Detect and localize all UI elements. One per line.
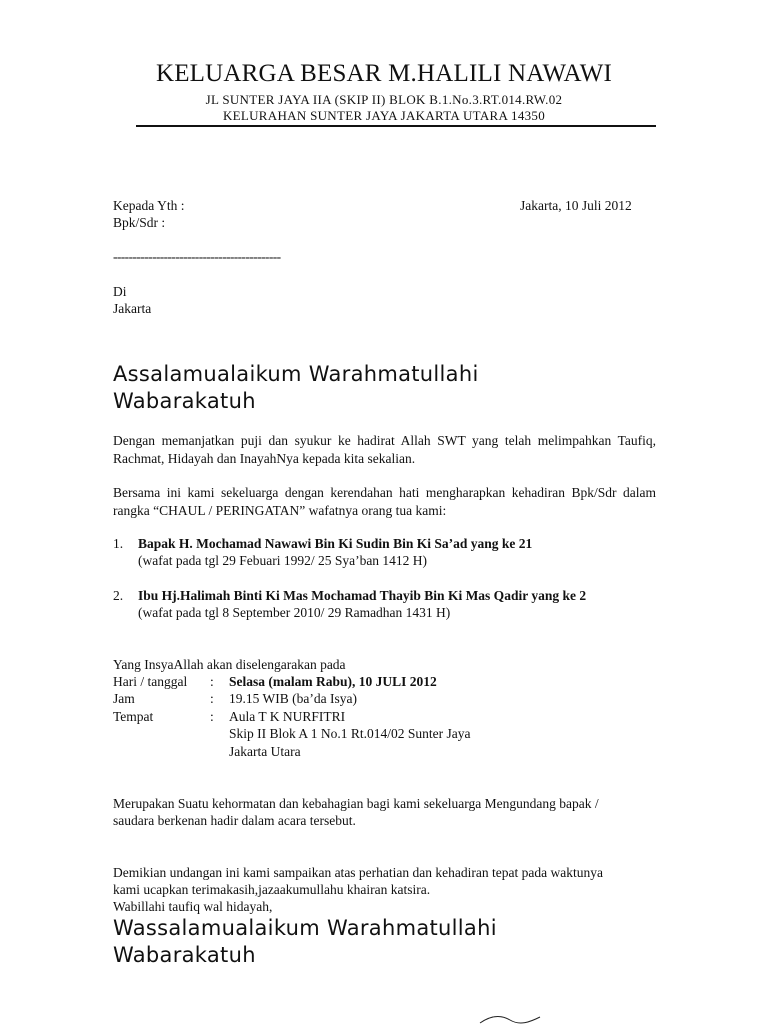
greeting-line2: Wabarakatuh	[113, 389, 256, 413]
recipient-at: Di	[113, 284, 127, 299]
greeting-line1: Assalamualaikum Warahmatullahi	[113, 362, 479, 386]
letterhead-address-line2: KELURAHAN SUNTER JAYA JAKARTA UTARA 14350	[222, 108, 546, 123]
event-time-label: Jam	[113, 691, 135, 706]
event-date-label: Hari / tanggal	[113, 674, 188, 689]
event-time-value: 19.15 WIB (ba’da Isya)	[229, 691, 357, 706]
event-place-line3: Jakarta Utara	[229, 744, 301, 759]
event-place-line2: Skip II Blok A 1 No.1 Rt.014/02 Sunter Jaya	[229, 726, 471, 741]
place-date: Jakarta, 10 Juli 2012	[520, 198, 632, 213]
event-date-value: Selasa (malam Rabu), 10 JULI 2012	[229, 674, 437, 689]
recipient-name: Bpk/Sdr :	[113, 215, 166, 230]
recipient-city: Jakarta	[113, 301, 152, 316]
farewell-line1: Wassalamualaikum Warahmatullahi	[113, 916, 497, 940]
letterhead-divider	[136, 125, 656, 127]
letterhead-title: KELUARGA BESAR M.HALILI NAWAWI	[155, 60, 613, 87]
event-place-colon: :	[210, 709, 214, 724]
event-date-colon: :	[210, 674, 214, 689]
list-item-1-number: 1.	[113, 536, 124, 551]
list-item-1-detail: (wafat pada tgl 29 Febuari 1992/ 25 Sya’ban 1412 H)	[138, 553, 428, 568]
farewell-line2: Wabarakatuh	[113, 943, 256, 967]
closing-paragraph-2-line3: Wabillahi taufiq wal hidayah,	[113, 899, 273, 914]
list-item-2-detail: (wafat pada tgl 8 September 2010/ 29 Ramadhan 1431 H)	[138, 605, 451, 620]
body-paragraph-1: Dengan memanjatkan puji dan syukur ke hadirat Allah SWT yang telah melimpahkan Taufiq, Rachmat, Hidayah dan InayahNya kepada kita sekalian.	[113, 433, 656, 466]
event-place-line1: Aula T K NURFITRI	[229, 709, 346, 724]
recipient-blank-line: -------------------------------------------	[113, 249, 281, 264]
recipient-to: Kepada Yth :	[113, 198, 185, 213]
event-intro: Yang InsyaAllah akan diselengarakan pada	[113, 657, 346, 672]
closing-paragraph-2-line2: kami ucapkan terimakasih,jazaakumullahu khairan katsira.	[113, 882, 431, 897]
body-paragraph-2: Bersama ini kami sekeluarga dengan kerendahan hati mengharapkan kehadiran Bpk/Sdr dalam rangka “CHAUL / PERINGATAN” wafatnya orang tua kami:	[113, 485, 656, 518]
event-time-colon: :	[210, 691, 214, 706]
list-item-2-name: Ibu Hj.Halimah Binti Ki Mas Mochamad Thayib Bin Ki Mas Qadir yang ke 2	[138, 588, 587, 603]
closing-paragraph-1-line1: Merupakan Suatu kehormatan dan kebahagian bagi kami sekeluarga Mengundang bapak /	[113, 796, 599, 811]
letterhead-address-line1: JL SUNTER JAYA IIA (SKIP II) BLOK B.1.No.3.RT.014.RW.02	[205, 92, 563, 107]
list-item-1-name: Bapak H. Mochamad Nawawi Bin Ki Sudin Bin Ki Sa’ad yang ke 21	[138, 536, 533, 551]
event-place-label: Tempat	[113, 709, 154, 724]
closing-paragraph-1-line2: saudara berkenan hadir dalam acara tersebut.	[113, 813, 356, 828]
list-item-2-number: 2.	[113, 588, 124, 603]
closing-paragraph-2-line1: Demikian undangan ini kami sampaikan atas perhatian dan kehadiran tepat pada waktunya	[113, 865, 603, 880]
signature-mark	[470, 1008, 570, 1024]
